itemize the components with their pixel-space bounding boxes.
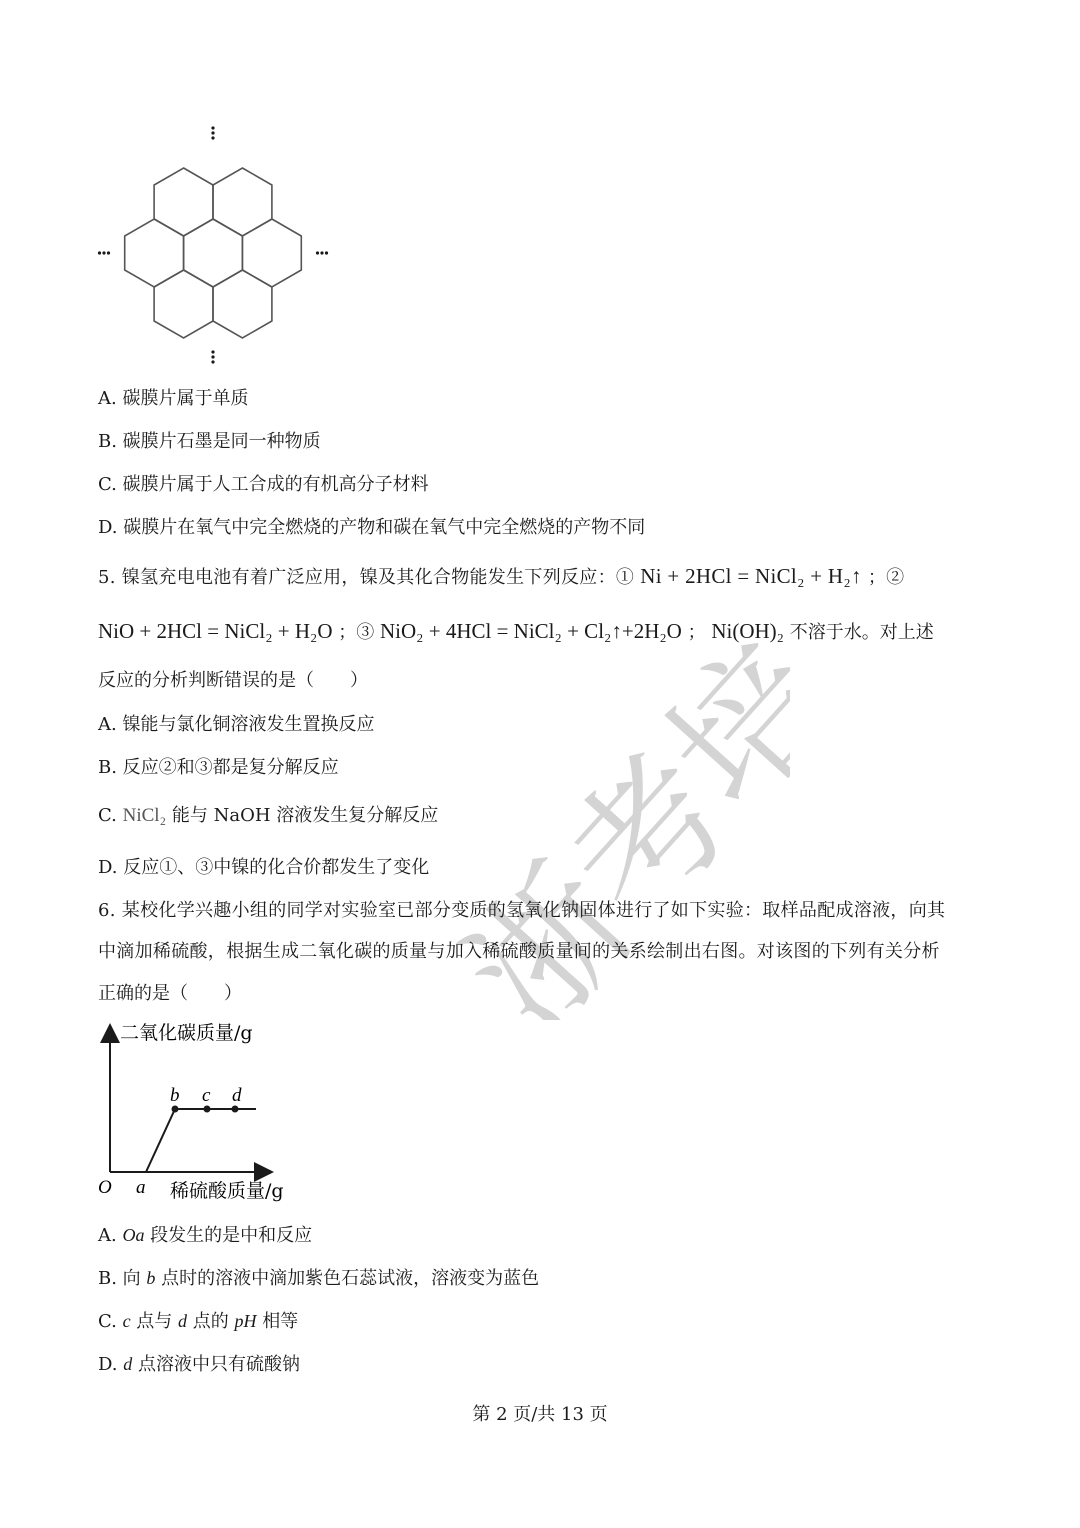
- q5-equation-3: NiO₂ + 4HCl = NiCl₂ + Cl₂↑+2H₂O: [380, 619, 682, 643]
- q5-separator-2: ；③: [338, 622, 375, 643]
- q6-option-b: [98, 1265, 539, 1292]
- q6-option-a-prefix: A.: [98, 1225, 123, 1246]
- point-d: [232, 1106, 239, 1113]
- q5-equation-2: NiO + 2HCl = NiCl₂ + H₂O: [98, 619, 333, 643]
- q5-line2: [98, 618, 934, 646]
- hexagon-2: [125, 219, 184, 287]
- q6-option-c-prefix: C.: [98, 1311, 123, 1332]
- q6-option-a: [98, 1222, 312, 1249]
- q5-option-c: [98, 803, 438, 829]
- q6-option-b-prefix: B. 向: [98, 1268, 147, 1289]
- q6-option-c-var2: d: [178, 1311, 188, 1331]
- q5-intro: 5. 镍氢充电电池有着广泛应用，镍及其化合物能发生下列反应：①: [98, 567, 635, 588]
- hexagon-4: [154, 168, 213, 236]
- q5-separator-1: ；②: [867, 567, 905, 588]
- ellipsis-dot: [102, 251, 105, 254]
- q6-line2: 中滴加稀硫酸，根据生成二氧化碳的质量与加入稀硫酸质量间的关系绘制出右图。对该图的下列有关分析: [98, 941, 940, 962]
- ellipsis-dot: [316, 251, 319, 254]
- co2-chart: [92, 1015, 312, 1205]
- ellipsis-dot: [211, 126, 214, 129]
- q6-option-a-rest: 段发生的是中和反应: [144, 1225, 313, 1246]
- q6-option-c-var1: c: [122, 1311, 131, 1331]
- q5-equation-1: Ni + 2HCl = NiCl₂ + H₂↑: [640, 564, 862, 588]
- hexagon-1: [184, 219, 243, 287]
- ellipsis-dot: [107, 251, 110, 254]
- q5-tail: 不溶于水。对上述: [789, 622, 934, 643]
- q5-line3: 反应的分析判断错误的是（ ）: [98, 670, 368, 691]
- q6-option-c-var3: pH: [234, 1311, 257, 1331]
- label-a: a: [136, 1177, 146, 1198]
- q4-option-b: B. 碳膜片石墨是同一种物质: [98, 431, 321, 452]
- ellipsis-dot: [98, 251, 101, 254]
- co2-chart-svg: [92, 1015, 312, 1205]
- q5-separator-3: ；: [687, 622, 706, 643]
- q6-option-c-mid2: 点的: [187, 1311, 235, 1332]
- q5-option-a: A. 镍能与氯化铜溶液发生置换反应: [98, 714, 375, 735]
- q6-line3: 正确的是（ ）: [98, 983, 242, 1004]
- q6-option-d-prefix: D.: [98, 1354, 124, 1375]
- q5-option-b: B. 反应②和③都是复分解反应: [98, 757, 339, 778]
- point-c: [204, 1106, 211, 1113]
- honeycomb-diagram: [90, 125, 350, 370]
- q5-option-c-rest: 能与 NaOH 溶液发生复分解反应: [171, 805, 439, 826]
- q5-option-c-prefix: C.: [98, 805, 117, 826]
- ellipsis-dot: [211, 355, 214, 358]
- hexagon-7: [213, 270, 272, 338]
- x-axis-label: 稀硫酸质量/g: [170, 1180, 284, 1202]
- origin-label: O: [98, 1177, 112, 1198]
- label-d: d: [232, 1085, 242, 1106]
- q6-option-c-rest: 相等: [256, 1311, 299, 1332]
- q6-option-a-var: Oa: [122, 1225, 145, 1245]
- honeycomb-figure: [90, 125, 350, 370]
- q6-option-b-var: b: [146, 1268, 156, 1288]
- ellipsis-dot: [211, 350, 214, 353]
- q5-option-c-formula: NiCl₂: [122, 805, 167, 826]
- q4-option-a: A. 碳膜片属于单质: [98, 388, 249, 409]
- ellipsis-dot: [325, 251, 328, 254]
- series-rise: [146, 1109, 175, 1172]
- q5-line1: [98, 563, 904, 591]
- ellipsis-dot: [211, 360, 214, 363]
- label-c: c: [202, 1085, 211, 1106]
- ellipsis-dot: [211, 136, 214, 139]
- watermark-text: 浙考培: [435, 612, 790, 1020]
- q6-option-d: [98, 1351, 300, 1378]
- page-footer: 第 2 页/共 13 页: [472, 1404, 608, 1425]
- q5-equation-4: Ni(OH)₂: [711, 619, 784, 643]
- point-b: [172, 1106, 179, 1113]
- hexagon-3: [242, 219, 301, 287]
- hexagon-5: [213, 168, 272, 236]
- hexagon-6: [154, 270, 213, 338]
- q6-line1: 6. 某校化学兴趣小组的同学对实验室已部分变质的氢氧化钠固体进行了如下实验：取样品配成溶液，向其: [98, 900, 946, 921]
- q4-option-c: C. 碳膜片属于人工合成的有机高分子材料: [98, 474, 429, 495]
- label-b: b: [170, 1085, 180, 1106]
- y-axis-label: 二氧化碳质量/g: [120, 1022, 253, 1044]
- ellipsis-dot: [211, 131, 214, 134]
- q6-option-c: [98, 1308, 298, 1335]
- q6-option-c-mid: 点与: [130, 1311, 179, 1332]
- q6-option-b-rest: 点时的溶液中滴加紫色石蕊试液，溶液变为蓝色: [155, 1268, 540, 1289]
- q6-option-d-var: d: [123, 1354, 133, 1374]
- ellipsis-dot: [320, 251, 323, 254]
- q5-option-d: D. 反应①、③中镍的化合价都发生了变化: [98, 857, 430, 878]
- q4-option-d: D. 碳膜片在氧气中完全燃烧的产物和碳在氧气中完全燃烧的产物不同: [98, 517, 646, 538]
- q6-option-d-rest: 点溶液中只有硫酸钠: [132, 1354, 300, 1375]
